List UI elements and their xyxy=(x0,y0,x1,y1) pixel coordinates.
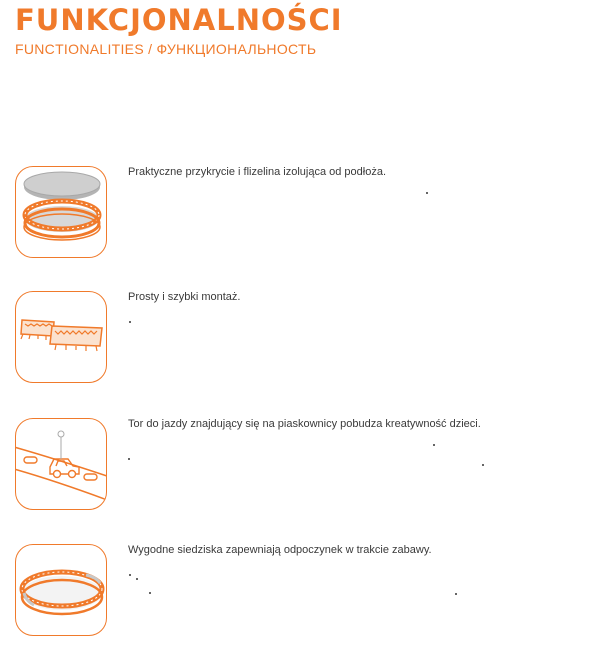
feature-text: Praktyczne przykrycie i flizelina izolująca od podłoża. xyxy=(128,166,387,178)
feature-item xyxy=(15,291,575,383)
feature-item xyxy=(15,544,575,636)
page-title: FUNKCJONALNOŚCI xyxy=(15,3,343,37)
sandbox-seats-icon xyxy=(16,545,107,636)
page-subtitle: FUNCTIONALITIES / ФУНКЦИОНАЛЬНОСТЬ xyxy=(15,41,317,57)
car-track-icon xyxy=(16,419,107,510)
assembly-panels-icon xyxy=(16,292,107,383)
feature-icon-frame xyxy=(15,291,107,383)
feature-text: Prosty i szybki montaż. xyxy=(128,291,241,303)
feature-item xyxy=(15,166,575,258)
feature-text: Wygodne siedziska zapewniają odpoczynek w trakcie zabawy. xyxy=(128,544,432,556)
feature-item xyxy=(15,418,575,510)
feature-icon-frame xyxy=(15,418,107,510)
feature-icon-frame xyxy=(15,544,107,636)
sandbox-cover-icon xyxy=(16,167,107,258)
feature-icon-frame xyxy=(15,166,107,258)
feature-text: Tor do jazdy znajdujący się na piaskownicy pobudza kreatywność dzieci. xyxy=(128,418,481,430)
